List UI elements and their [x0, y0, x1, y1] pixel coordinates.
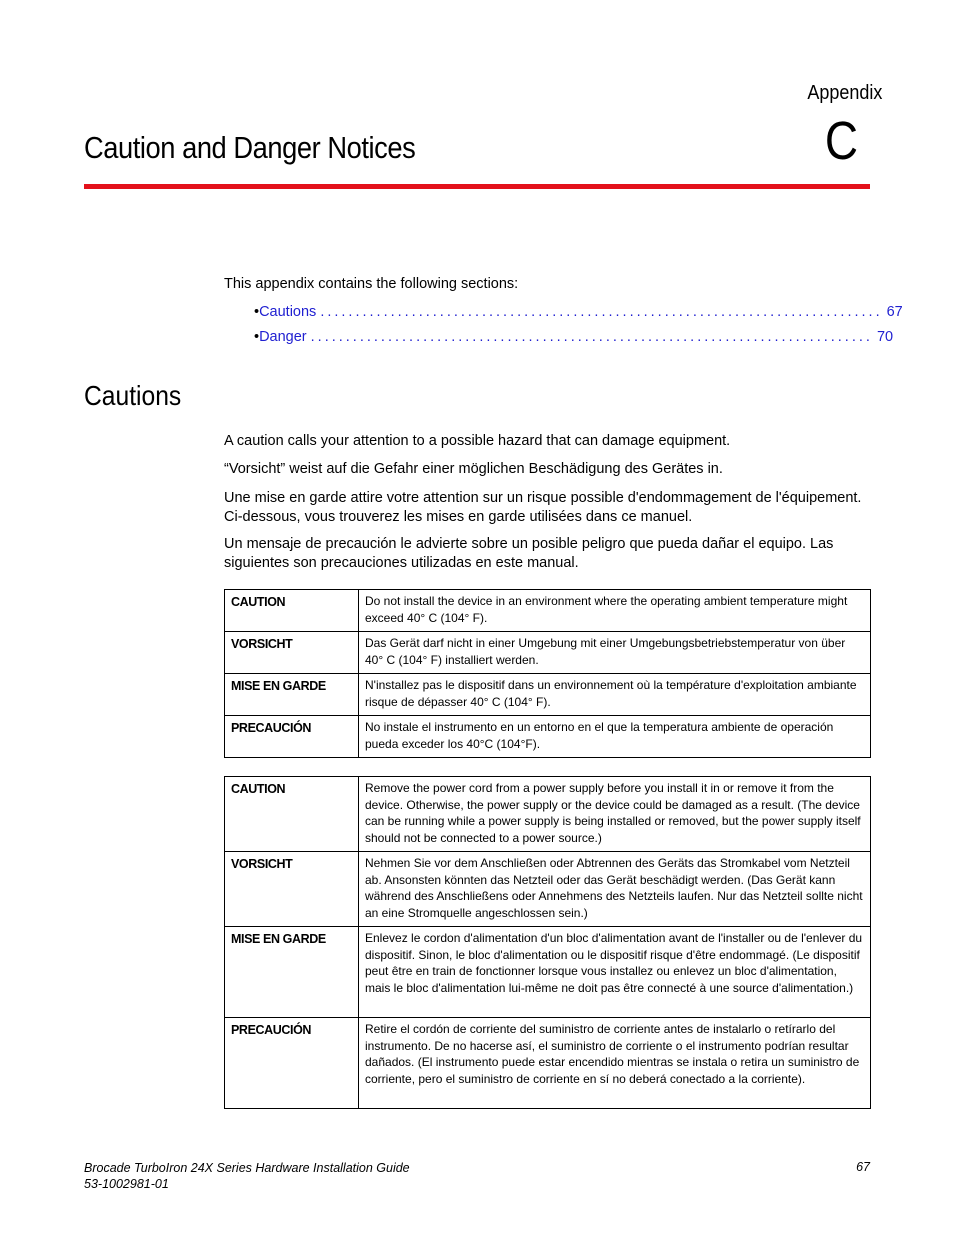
toc-link-cautions[interactable]: Cautions — [259, 304, 317, 320]
table-row — [225, 852, 871, 927]
footer-doc-number: 53-1002981-01 — [84, 1177, 169, 1191]
footer-guide-info — [84, 1160, 410, 1192]
notice-text: Do not install the device in an environment where the operating ambient temperature might exceed 40° C (104° F). — [359, 590, 871, 632]
bullet-icon: • — [254, 329, 260, 345]
notice-label: PRECAUCIÓN — [225, 716, 359, 758]
toc-page-cautions[interactable]: 67 — [886, 304, 903, 320]
paragraph-fr: Une mise en garde attire votre attention sur un risque possible d'endommagement de l'équipement. Ci-dessous, vous trouverez les mises en garde utilisées dans ce manuel. — [224, 490, 862, 525]
caution-table-temperature — [224, 589, 871, 758]
notice-text: Retire el cordón de corriente del suministro de corriente antes de instalarlo o retírarlo del instrumento. De no hacerse así, el suministro de corriente o el instrumento podrían resultar dañados. (El instrumento puede estar encendido mientras se instala o retira un suministro de corriente, pero el suministro de corriente en sí no deberá conectado a la corriente). — [359, 1018, 871, 1109]
toc-item-danger[interactable] — [254, 329, 894, 354]
table-row — [225, 1018, 871, 1109]
notice-label: PRECAUCIÓN — [225, 1018, 359, 1109]
title-rule — [84, 184, 870, 189]
chapter-letter: C — [824, 111, 858, 171]
table-row — [225, 632, 871, 674]
notice-text: Remove the power cord from a power supply before you install it in or remove it from the device. Otherwise, the power supply or the device could be damaged as a result. (The device can be running while a power supply is being installed or removed, but the power supply itself should not be connected to a power source.) — [359, 777, 871, 852]
notice-label: VORSICHT — [225, 852, 359, 927]
notice-label: MISE EN GARDE — [225, 927, 359, 1018]
caution-table-power-cord — [224, 776, 871, 1109]
section-heading-cautions: Cautions — [84, 380, 182, 411]
notice-label: CAUTION — [225, 777, 359, 852]
table-row — [225, 674, 871, 716]
notice-text: Das Gerät darf nicht in einer Umgebung mit einer Umgebungsbetriebstemperatur von über 40° C (104° F) installiert werden. — [359, 632, 871, 674]
notice-text: Enlevez le cordon d'alimentation d'un bloc d'alimentation avant de l'installer ou de l'enlever du dispositif. Sinon, le bloc d'alimentation ou le dispositif risque d'être endommagé. (Le dispositif peut être en train de fonctionner lorsque vous installez ou enlevez un bloc d'alimentation, mais le bloc d'alimentation lui-même ne doit pas être connecté à une source d'alimentation.) — [359, 927, 871, 1018]
notice-label: CAUTION — [225, 590, 359, 632]
toc-link-danger[interactable]: Danger — [259, 329, 307, 345]
dot-leader: ................................................................................ — [310, 329, 873, 345]
footer-page-number: 67 — [856, 1160, 870, 1174]
appendix-label: Appendix — [806, 82, 882, 104]
toc-list — [254, 304, 903, 354]
notice-label: MISE EN GARDE — [225, 674, 359, 716]
bullet-icon: • — [254, 304, 260, 320]
table-row — [225, 716, 871, 758]
notice-text: No instale el instrumento en un entorno en el que la temperatura ambiente de operación pueda exceder los 40°C (104°F). — [359, 716, 871, 758]
paragraph-es: Un mensaje de precaución le advierte sobre un posible peligro que pueda dañar el equipo. Las siguientes son precauciones utilizadas en este manual. — [224, 536, 834, 571]
toc-page-danger[interactable]: 70 — [876, 329, 894, 345]
intro-text: This appendix contains the following sections: — [224, 276, 519, 292]
notice-text: N'installez pas le dispositif dans un environnement où la température d'exploitation ambiante risque de dépasser 40° C (104° F). — [359, 674, 871, 716]
notice-label: VORSICHT — [225, 632, 359, 674]
table-row — [225, 927, 871, 1018]
toc-item-cautions[interactable] — [254, 304, 903, 329]
footer-guide-title: Brocade TurboIron 24X Series Hardware Installation Guide — [84, 1161, 410, 1175]
paragraph-de: “Vorsicht” weist auf die Gefahr einer möglichen Beschädigung des Gerätes in. — [224, 461, 723, 477]
notice-text: Nehmen Sie vor dem Anschließen oder Abtrennen des Geräts das Stromkabel vom Netzteil ab. Ansonsten könnten das Netzteil oder das Gerät beschädigt werden. (Das Gerät kann während des Anschließens oder Annehmens des Netzteils laufen. Nur das Netzteil sollte nicht an eine Stromquelle angeschlossen sein.) — [359, 852, 871, 927]
table-row — [225, 777, 871, 852]
page-title: Caution and Danger Notices — [84, 130, 416, 165]
table-row — [225, 590, 871, 632]
paragraph-en: A caution calls your attention to a possible hazard that can damage equipment. — [224, 433, 731, 449]
dot-leader: ................................................................................ — [320, 304, 883, 320]
